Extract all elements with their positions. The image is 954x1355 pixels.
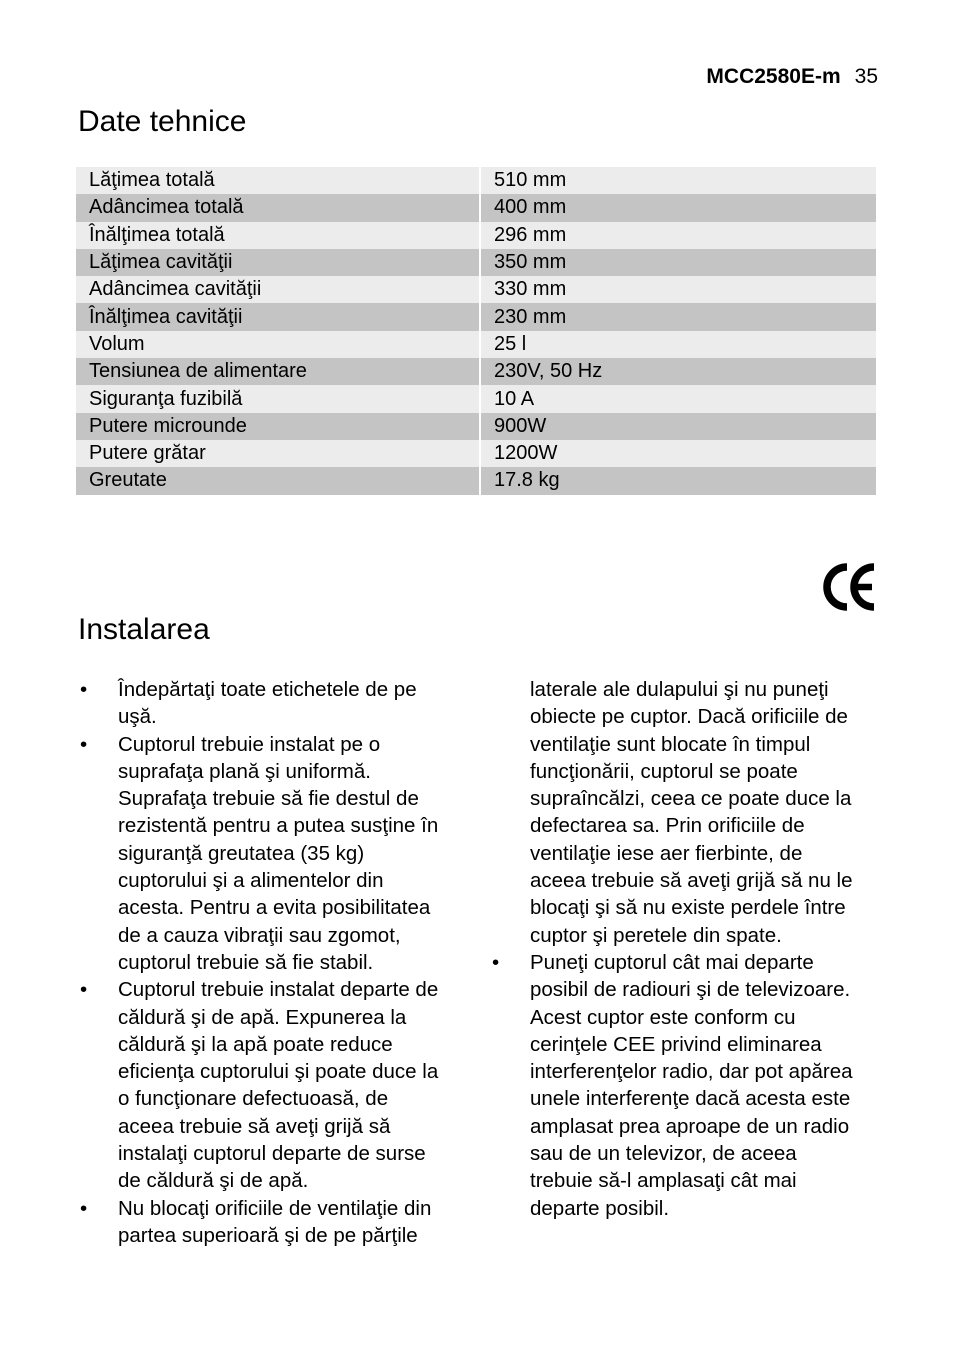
text-line: rezistentă pentru a putea susţine în [118, 814, 439, 838]
text-line: Îndepărtaţi toate etichetele de pe [118, 678, 417, 701]
table-row [76, 413, 876, 440]
text-line: defectarea sa. Prin orificiile de [530, 814, 805, 838]
text-line: Nu blocaţi orificiile de ventilaţie din [118, 1196, 432, 1220]
text-line: trebuie să-l amplasaţi cât mai [530, 1169, 797, 1193]
list-item [78, 1195, 470, 1250]
text-line: aceea trebuie să aveţi grijă să nu le [530, 869, 853, 893]
text-line: laterale ale dulapului şi nu puneţi [530, 678, 829, 701]
text-line: cerinţele CEE privind eliminarea [530, 1032, 822, 1056]
spec-label: Înălţimea cavităţii [76, 303, 480, 330]
spec-value: 296 mm [480, 222, 876, 249]
text-line: căldură şi la apă poate reduce [118, 1032, 393, 1056]
spec-value: 350 mm [480, 249, 876, 276]
table-row [76, 167, 876, 194]
spec-label: Siguranţa fuzibilă [76, 385, 480, 412]
text-line: partea superioară şi de pe părţile [118, 1223, 418, 1247]
text-line: Cuptorul trebuie instalat departe de [118, 978, 439, 1002]
list-item [78, 976, 470, 1194]
text-line: supraîncălzi, ceea ce poate duce la [530, 787, 852, 811]
bullet-icon: • [80, 732, 88, 756]
installation-right-column [490, 676, 882, 1222]
text-line: căldură şi de apă. Expunerea la [118, 1005, 407, 1029]
text-line: o funcţionare defectuoasă, de [118, 1087, 389, 1111]
text-line: funcţionării, cuptorul se poate [530, 759, 798, 783]
text-line: sau de un televizor, de aceea [530, 1142, 797, 1166]
spec-label: Volum [76, 331, 480, 358]
text-line: blocaţi şi să nu existe perdele între [530, 896, 846, 920]
text-line: cuptorului şi a alimentelor din [118, 869, 384, 893]
text-line: amplasat prea aproape de un radio [530, 1114, 850, 1138]
text-line: obiecte pe cuptor. Dacă orificiile de [530, 705, 848, 729]
page-header [706, 64, 878, 90]
installation-title: Instalarea [78, 613, 210, 646]
text-line: unele interferenţe dacă acesta este [530, 1087, 851, 1111]
bullet-continuation [490, 676, 882, 949]
text-line: posibil de radiouri şi de televizoare. [530, 978, 851, 1002]
spec-label: Putere grătar [76, 440, 480, 467]
bullet-icon: • [80, 678, 88, 701]
spec-label: Putere microunde [76, 413, 480, 440]
text-line: uşă. [118, 705, 157, 729]
spec-label: Adâncimea cavităţii [76, 276, 480, 303]
text-line: instalaţi cuptorul departe de surse [118, 1142, 426, 1166]
installation-left-column [78, 676, 470, 1249]
model-number: MCC2580E-m [706, 65, 841, 88]
text-line: interferenţelor radio, dar pot apărea [530, 1060, 853, 1084]
technical-data-title: Date tehnice [78, 105, 247, 138]
table-row [76, 440, 876, 467]
table-row [76, 194, 876, 221]
spec-label: Tensiunea de alimentare [76, 358, 480, 385]
bullet-icon: • [80, 1196, 88, 1220]
spec-value: 230 mm [480, 303, 876, 330]
spec-value: 400 mm [480, 194, 876, 221]
text-line: de a cauza vibraţii sau zgomot, [118, 923, 401, 947]
bullet-icon: • [492, 950, 500, 974]
text-line: departe posibil. [530, 1196, 670, 1220]
text-line: suprafaţa plană şi uniformă. [118, 759, 371, 783]
spec-label: Greutate [76, 467, 480, 494]
spec-value: 230V, 50 Hz [480, 358, 876, 385]
spec-label: Lăţimea cavităţii [76, 249, 480, 276]
list-item [78, 676, 470, 731]
table-row [76, 222, 876, 249]
table-row [76, 331, 876, 358]
text-line: eficienţa cuptorului şi poate duce la [118, 1060, 439, 1084]
spec-label: Adâncimea totală [76, 194, 480, 221]
spec-value: 1200W [480, 440, 876, 467]
table-row [76, 385, 876, 412]
table-row [76, 249, 876, 276]
table-row [76, 276, 876, 303]
text-line: Puneţi cuptorul cât mai departe [530, 950, 814, 974]
text-line: cuptorul trebuie să fie stabil. [118, 950, 374, 974]
spec-value: 330 mm [480, 276, 876, 303]
table-row [76, 358, 876, 385]
text-line: ventilaţie iese aer fierbinte, de [530, 841, 803, 865]
spec-label: Lăţimea totală [76, 167, 480, 194]
text-line: siguranţă greutatea (35 kg) [118, 841, 365, 865]
spec-value: 25 l [480, 331, 876, 358]
text-line: Suprafaţa trebuie să fie destul de [118, 787, 419, 811]
spec-value: 17.8 kg [480, 467, 876, 494]
spec-label: Înălţimea totală [76, 222, 480, 249]
spec-value: 900W [480, 413, 876, 440]
spec-value: 510 mm [480, 167, 876, 194]
page-number: 35 [854, 65, 878, 88]
text-line: ventilaţie sunt blocate în timpul [530, 732, 811, 756]
technical-data-table [76, 167, 876, 495]
table-row [76, 467, 876, 494]
list-item [490, 949, 882, 1222]
spec-value: 10 A [480, 385, 876, 412]
ce-mark-icon [822, 561, 878, 613]
table-row [76, 303, 876, 330]
list-item [78, 731, 470, 977]
text-line: aceea trebuie să aveţi grijă să [118, 1114, 391, 1138]
text-line: Cuptorul trebuie instalat pe o [118, 732, 381, 756]
text-line: de căldură şi de apă. [118, 1169, 309, 1193]
text-line: acesta. Pentru a evita posibilitatea [118, 896, 431, 920]
text-line: cuptor şi peretele din spate. [530, 923, 782, 947]
bullet-icon: • [80, 978, 88, 1002]
text-line: Acest cuptor este conform cu [530, 1005, 796, 1029]
